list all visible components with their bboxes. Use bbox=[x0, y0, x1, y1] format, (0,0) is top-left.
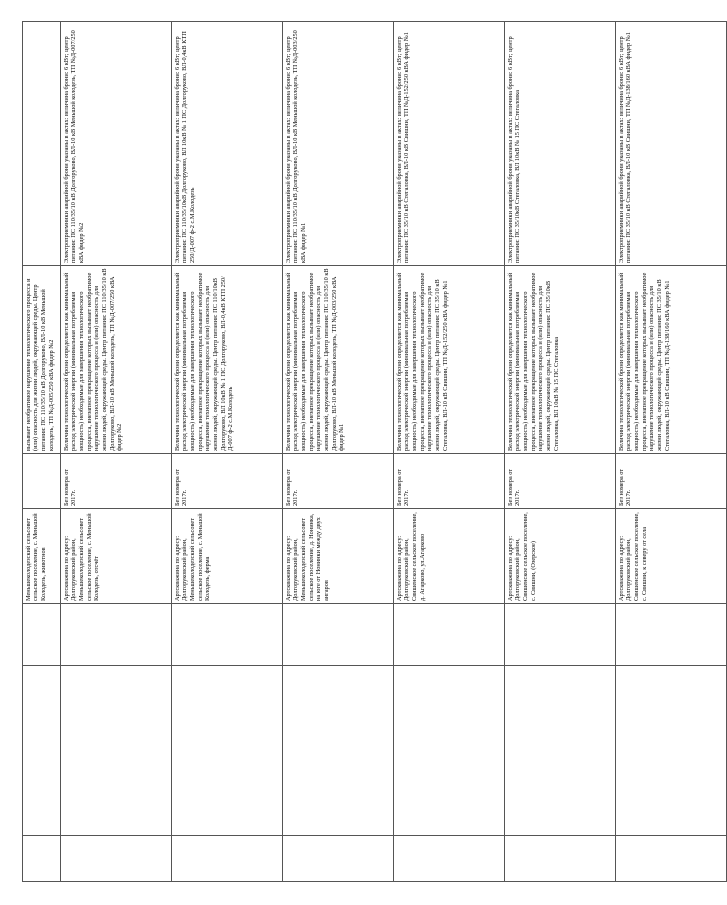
cell-object: Артскважина по адресу: Долгоруковский район, Меньшеколодезский сельсовет сельское поселение, д. Нонинка, на юге от Нонинки между двух ангаров bbox=[283, 509, 394, 604]
cell-c2 bbox=[394, 604, 505, 666]
cell-c2 bbox=[616, 604, 727, 666]
cell-emergency-reserve: Электроприемники аварийной брони указаны в актах: величина брони: 6 кВт; центр питания: ПС 110/35/10 кВ Долгоруково, ВЛ-10 кВ Меньшой колодезь, ТП №Д-003/250 кВА фидер №1 bbox=[283, 22, 394, 266]
cell-tech-reserve: Величина технологической брони определяется как минимальный расход электрической энергии (минимальная потребляемая мощность) необходимые для завершения технологического процесса, внезапное прекращение которых вызывает необратимое нарушение технологического процесса и (или) опасность для жизни людей, окружающей среды. Центр питания: ПС 110/35/10 кВ Долгоруково, ВЛ-10 кВ Меньшой колодезь, ТП №Д-007/250 кВА фидер №2 bbox=[61, 266, 172, 454]
cell-c2 bbox=[283, 604, 394, 666]
cell-c2 bbox=[23, 604, 61, 666]
cell-emergency-reserve: Электроприемники аварийной брони указаны в актах: величина брони: 6 кВт; центр питания: ПС 35/10 кВ Стегаловка, ВЛ-10 кВ Свишни, ТП №Д-152/250 кВА фидер №1 bbox=[394, 22, 505, 266]
cell-doc: Без номера от 2017г. bbox=[505, 454, 616, 509]
cell-c1 bbox=[283, 666, 394, 836]
rotated-sheet bbox=[22, 22, 671, 882]
reservation-table bbox=[22, 21, 727, 882]
cell-emergency-reserve: Электроприемники аварийной брони указаны в актах: величина брони: 6 кВт; центр питания: ПС 35/10кВ Стегаловка, ВЛ 10кВ № 15 ПС Стегаловка bbox=[505, 22, 616, 266]
cell-c1 bbox=[61, 666, 172, 836]
cell-c1 bbox=[172, 666, 283, 836]
cell-c2 bbox=[61, 604, 172, 666]
cell-c1 bbox=[616, 666, 727, 836]
table-row bbox=[394, 22, 505, 882]
cell-emergency-reserve bbox=[23, 22, 61, 266]
cell-object: Артскважина по адресу: Долгоруковский район, Меньшеколодезский сельсовет сельское поселение, с. Меньшой Колодезь, отсчёт bbox=[61, 509, 172, 604]
cell-tech-reserve: Величина технологической брони определяется как минимальный расход электрической энергии (минимальная потребляемая мощность) необходимые для завершения технологического процесса, внезапное прекращение которых вызывает необратимое нарушение технологического процесса и (или) опасность для жизни людей, окружающей среды. Центр питания: ПС 110/35/10 кВ Долгоруково, ВЛ-10 кВ Меньшой колодезь, ТП №Д-003/250 кВА фидер №1 bbox=[283, 266, 394, 454]
cell-c1 bbox=[394, 666, 505, 836]
cell-tech-reserve: вызывает необратимое нарушение технологического процесса и (или) опасность для жизни людей, окружающей среды. Центр питания: ПС 110/35/10 кВ Долгоруково, ВЛ-10 кВ Меньшой колодезь, ТП №Д-005/250 кВА фидер №2 bbox=[23, 266, 61, 454]
cell-object: Артскважина по адресу: Долгоруковский район, Свишенское сельское поселение, с. Свишни, к северу от села bbox=[616, 509, 727, 604]
cell-object: Артскважина по адресу: Долгоруковский район, Свишенское сельское поселение, д. Агарково, ул.Агарково bbox=[394, 509, 505, 604]
cell-doc: Без номера от 2017г. bbox=[616, 454, 727, 509]
cell-tech-reserve: Величина технологической брони определяется как минимальный расход электрической энергии (минимальная потребляемая мощность) необходимые для завершения технологического процесса, внезапное прекращение которых вызывает необратимое нарушение технологического процесса и (или) опасность для жизни людей, окружающей среды. Центр питания: ПС 35/10 кВ Стегаловка, ВЛ-10 кВ Свишни, ТП №Д-152/250 кВА фидер №1 bbox=[394, 266, 505, 454]
cell-object: Меньшеколодезский сельсовет сельское поселение, с. Меньшой Колодезь, животнов bbox=[23, 509, 61, 604]
table-row bbox=[61, 22, 172, 882]
cell-c0 bbox=[505, 836, 616, 882]
cell-emergency-reserve: Электроприемники аварийной брони указаны в актах: величина брони: 6 кВт; центр питания: ПС 110/35/10 кВ Долгоруково, ВЛ-10 кВ Меньшой колодезь, ТП №Д-007/250 кВА фидер №2 bbox=[61, 22, 172, 266]
cell-c0 bbox=[61, 836, 172, 882]
table-row bbox=[505, 22, 616, 882]
table-row bbox=[283, 22, 394, 882]
cell-c0 bbox=[172, 836, 283, 882]
cell-c0 bbox=[394, 836, 505, 882]
cell-emergency-reserve: Электроприемники аварийной брони указаны в актах: величина брони: 6 кВт; центр питания: ПС 110/35/10кВ Долгоруково, ВЛ 10кВ № 1 ПС Долгоруково, ВЛ-0,4кВ КТП 250/Д-007 ф-2 с.М.Колодезь bbox=[172, 22, 283, 266]
cell-tech-reserve: Величина технологической брони определяется как минимальный расход электрической энергии (минимальная потребляемая мощность) необходимые для завершения технологического процесса, внезапное прекращение которых вызывает необратимое нарушение технологического процесса и (или) опасность для жизни людей, окружающей среды. Центр питания: ПС 35/10кВ Стегаловка, ВЛ 10кВ № 15 ПС Стегаловка bbox=[505, 266, 616, 454]
cell-c1 bbox=[505, 666, 616, 836]
cell-doc: Без номера от 2017г. bbox=[283, 454, 394, 509]
cell-emergency-reserve: Электроприемники аварийной брони указаны в актах: величина брони: 6 кВт; центр питания: ПС 35/10 кВ Стегаловка, ВЛ-10 кВ Свишни, ТП №Д-138/160 кВА фидер №1 bbox=[616, 22, 727, 266]
cell-doc: Без номера от 2017г. bbox=[394, 454, 505, 509]
cell-doc: Без номера от 2017г. bbox=[172, 454, 283, 509]
cell-c0 bbox=[23, 836, 61, 882]
table-row bbox=[172, 22, 283, 882]
cell-c2 bbox=[172, 604, 283, 666]
table-row bbox=[616, 22, 727, 882]
cell-object: Артскважина по адресу: Долгоруковский район, Меньшеколодезский сельсовет сельское поселение, с. Меньшой Колодезь, ферма bbox=[172, 509, 283, 604]
table-row bbox=[23, 22, 61, 882]
cell-c2 bbox=[505, 604, 616, 666]
cell-tech-reserve: Величина технологической брони определяется как минимальный расход электрической энергии (минимальная потребляемая мощность) необходимые для завершения технологического процесса, внезапное прекращение которых вызывает необратимое нарушение технологического процесса и (или) опасность для жизни людей, окружающей среды. Центр питания: ПС 110/10кВ Долгоруково, ВЛ 10кВ № 1 ПС Долгоруково, ВЛ-0,4кВ КТП 250/Д-007 ф-2 с.М.Колодезь bbox=[172, 266, 283, 454]
cell-tech-reserve: Величина технологической брони определяется как минимальный расход электрической энергии (минимальная потребляемая мощность) необходимые для завершения технологического процесса, внезапное прекращение которых вызывает необратимое нарушение технологического процесса и (или) опасность для жизни людей, окружающей среды. Центр питания: ПС 35/10 кВ Стегаловка, ВЛ-10 кВ Свишни, ТП №Д-138/160 кВА фидер №1 bbox=[616, 266, 727, 454]
cell-doc: Без номера от 2017г. bbox=[61, 454, 172, 509]
cell-c0 bbox=[283, 836, 394, 882]
cell-doc bbox=[23, 454, 61, 509]
cell-c1 bbox=[23, 666, 61, 836]
cell-object: Артскважина по адресу: Долгоруковский район, Свишенское сельское поселение, с. Свишни, (Озерское) bbox=[505, 509, 616, 604]
rotated-table-wrapper bbox=[22, 22, 671, 882]
cell-c0 bbox=[616, 836, 727, 882]
